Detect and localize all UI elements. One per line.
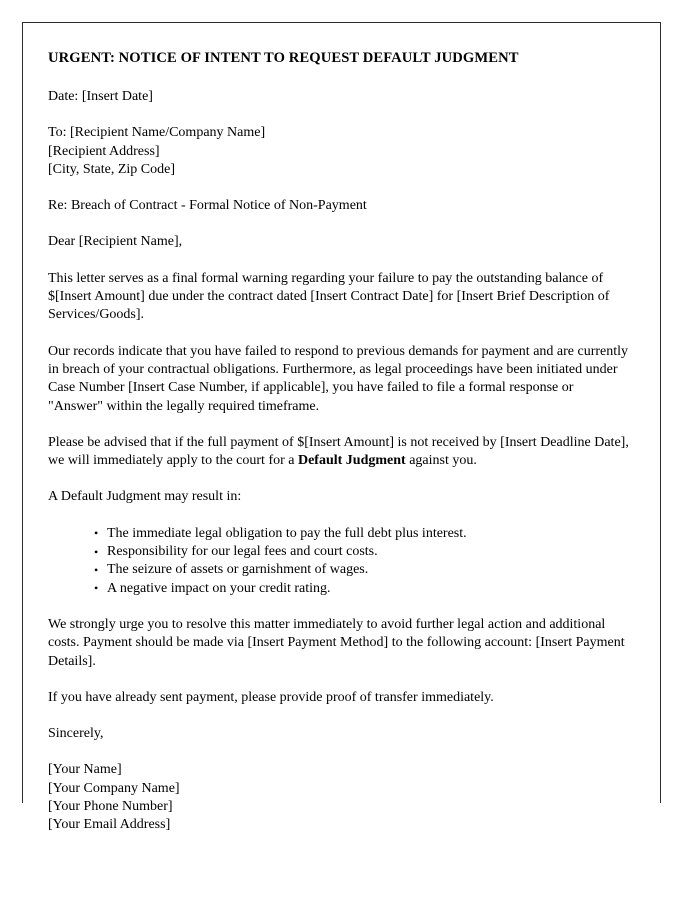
spacer (48, 106, 636, 124)
spacer (48, 179, 636, 197)
spacer (48, 507, 636, 525)
recipient-address-block (48, 124, 636, 179)
salutation: Dear [Recipient Name], (48, 234, 183, 250)
paragraph-advisory (48, 434, 630, 471)
list-item: • Responsibility for our legal fees and court costs. (94, 543, 636, 561)
paragraph-proof: If you have already sent payment, please provide proof of transfer immediately. (48, 689, 494, 705)
document-page (22, 22, 661, 833)
signature-email: [Your Email Address] (48, 817, 171, 833)
closing-salutation: Sincerely, (48, 726, 104, 742)
spacer (48, 416, 636, 434)
consequences-list (48, 525, 636, 598)
recipient-city-line: [City, State, Zip Code] (48, 161, 176, 177)
spacer (48, 252, 636, 270)
signature-phone: [Your Phone Number] (48, 799, 173, 815)
spacer (48, 598, 636, 616)
spacer (48, 325, 636, 343)
paragraph-urge: We strongly urge you to resolve this matter immediately to avoid further legal action and additional costs. Payment should be made via [Insert Payment Method] to the following account: [Insert Payment Details]. (48, 616, 625, 669)
paragraph-warning: This letter serves as a final formal warning regarding your failure to pay the outstanding balance of $[Insert Amount] due under the contract dated [Insert Contract Date] for [Insert Brief Description of Services/Goods]. (48, 270, 610, 323)
list-item: • The seizure of assets or garnishment of wages. (94, 561, 636, 579)
spacer (48, 67, 636, 88)
spacer (48, 707, 636, 725)
signature-name: [Your Name] (48, 762, 122, 778)
document-body (23, 23, 660, 833)
list-item: • The immediate legal obligation to pay the full debt plus interest. (94, 525, 636, 543)
consequences-intro: A Default Judgment may result in: (48, 489, 242, 505)
recipient-name-line: To: [Recipient Name/Company Name] (48, 125, 266, 141)
list-item: • A negative impact on your credit rating. (94, 580, 636, 598)
spacer (48, 470, 636, 488)
signature-block (48, 761, 636, 834)
default-judgment-emphasis: Default Judgment (297, 453, 406, 469)
spacer (48, 215, 636, 233)
page-title: URGENT: NOTICE OF INTENT TO REQUEST DEFAULT JUDGMENT (48, 50, 519, 66)
recipient-street-line: [Recipient Address] (48, 143, 160, 159)
signature-company: [Your Company Name] (48, 780, 180, 796)
advisory-text-end: against you. (405, 453, 477, 469)
paragraph-records: Our records indicate that you have failed to respond to previous demands for payment and are currently in breach of your contractual obligations. Furthermore, as legal proceedings have been initiated under Case Number [Insert Case Number, if applicable], you have failed to file a formal response or "Answer" within the legally required timeframe. (48, 343, 629, 414)
spacer (48, 671, 636, 689)
subject-line: Re: Breach of Contract - Formal Notice of Non-Payment (48, 198, 367, 214)
date-line: Date: [Insert Date] (48, 89, 153, 104)
spacer (48, 743, 636, 761)
advisory-text-start: Please be advised that if the full payment of $[Insert Amount] is not received by [Insert Deadline Date], we will immediately apply to the court for a (48, 434, 629, 469)
